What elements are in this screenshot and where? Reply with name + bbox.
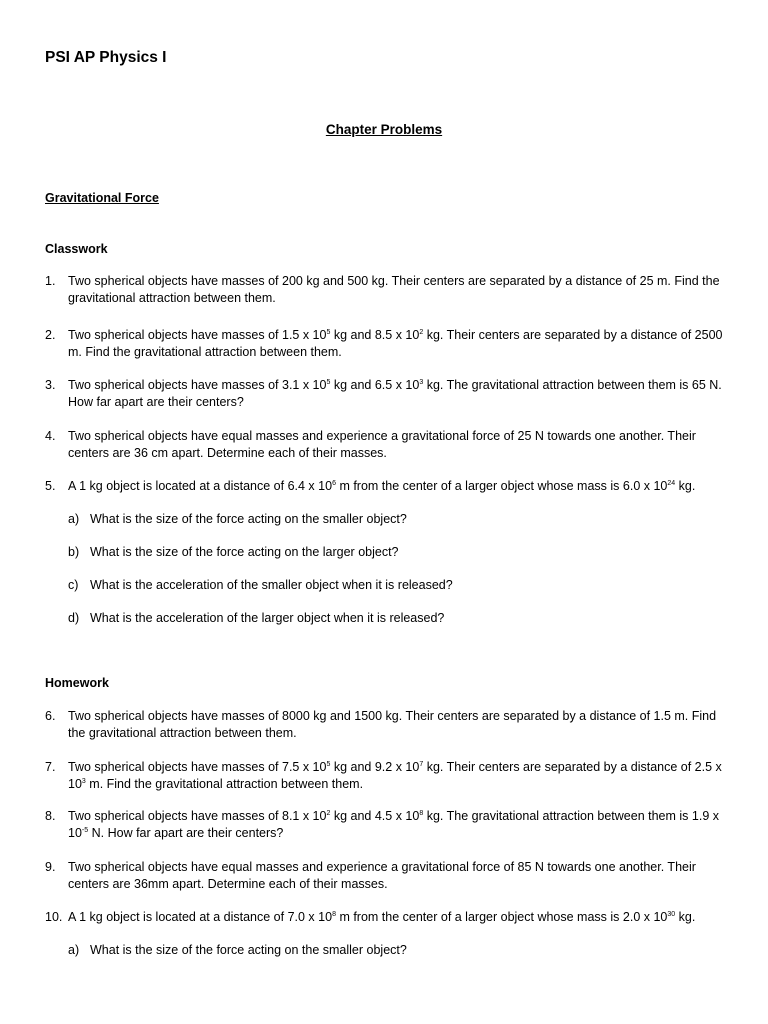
problem-8 [45,808,735,842]
problem-number: 8. [45,809,56,823]
part-text: What is the acceleration of the smaller object when it is released? [90,578,453,592]
problem-number: 10. [45,910,63,924]
problem-number: 1. [45,274,56,288]
problem-4 [45,428,735,462]
problem-text: Two spherical objects have equal masses and experience a gravitational force of 85 N towards one another. Their centers are 36mm apart. Determine each of their masses. [68,860,696,891]
problem-1 [45,273,735,307]
problem-5-part-c [68,577,728,594]
part-text: What is the size of the force acting on the smaller object? [90,943,407,957]
problem-3 [45,377,735,411]
problem-text: Two spherical objects have masses of 8.1 x $10^2$ kg and 4.5 x $10^8$ kg. The gravitational attraction between them is 1.9 x $10^{-5}$ N. How far apart are their centers? [68,809,719,840]
problem-10-part-a [68,942,728,959]
problem-text: A 1 kg object is located at a distance of 7.0 x $10^8$ m from the center of a larger object whose mass is 2.0 x $10^{30}$ kg. [68,910,696,924]
part-text: What is the size of the force acting on the smaller object? [90,512,407,526]
problem-text: Two spherical objects have equal masses and experience a gravitational force of 25 N towards one another. Their centers are 36 cm apart. Determine each of their masses. [68,429,696,460]
part-text: What is the size of the force acting on the larger object? [90,545,399,559]
section-title: Gravitational Force [45,191,159,205]
problem-5 [45,478,735,495]
problem-number: 2. [45,328,56,342]
problem-number: 6. [45,709,56,723]
problem-text: Two spherical objects have masses of 1.5 x $10^5$ kg and 8.5 x $10^2$ kg. Their centers are separated by a distance of 2500 m. Find the gravitational attraction between them. [68,328,723,359]
problem-number: 5. [45,479,56,493]
problem-text: Two spherical objects have masses of 3.1 x $10^5$ kg and 6.5 x $10^3$ kg. The gravitational attraction between them is 65 N. How far apart are their centers? [68,378,722,409]
part-letter: a) [68,512,80,526]
problem-10 [45,909,735,926]
problem-text: A 1 kg object is located at a distance of 6.4 x $10^6$ m from the center of a larger object whose mass is 6.0 x $10^{24}$ kg. [68,479,696,493]
problem-5-part-a [68,511,728,528]
problem-text: Two spherical objects have masses of 8000 kg and 1500 kg. Their centers are separated by a distance of 1.5 m. Find the gravitational attraction between them. [68,709,717,740]
problem-number: 4. [45,429,56,443]
classwork-heading: Classwork [45,242,108,256]
problem-number: 7. [45,760,56,774]
problem-2 [45,327,735,361]
problem-7 [45,759,735,793]
problem-5-part-b [68,544,728,561]
course-title: PSI AP Physics I [45,49,167,66]
part-letter: a) [68,943,80,957]
part-letter: b) [68,545,80,559]
part-letter: d) [68,611,80,625]
problem-6 [45,708,735,742]
part-text: What is the acceleration of the larger object when it is released? [90,611,445,625]
problem-5-part-d [68,610,728,627]
part-letter: c) [68,578,79,592]
problem-9 [45,859,735,893]
homework-heading: Homework [45,676,109,690]
chapter-title: Chapter Problems [325,122,443,137]
problem-number: 3. [45,378,56,392]
problem-text: Two spherical objects have masses of 7.5 x $10^5$ kg and 9.2 x $10^7$ kg. Their centers are separated by a distance of 2.5 x $10^3$ m. Find the gravitational attraction between them. [68,760,722,791]
problem-number: 9. [45,860,56,874]
problem-text: Two spherical objects have masses of 200 kg and 500 kg. Their centers are separated by a distance of 25 m. Find the gravitational attraction between them. [68,274,720,305]
